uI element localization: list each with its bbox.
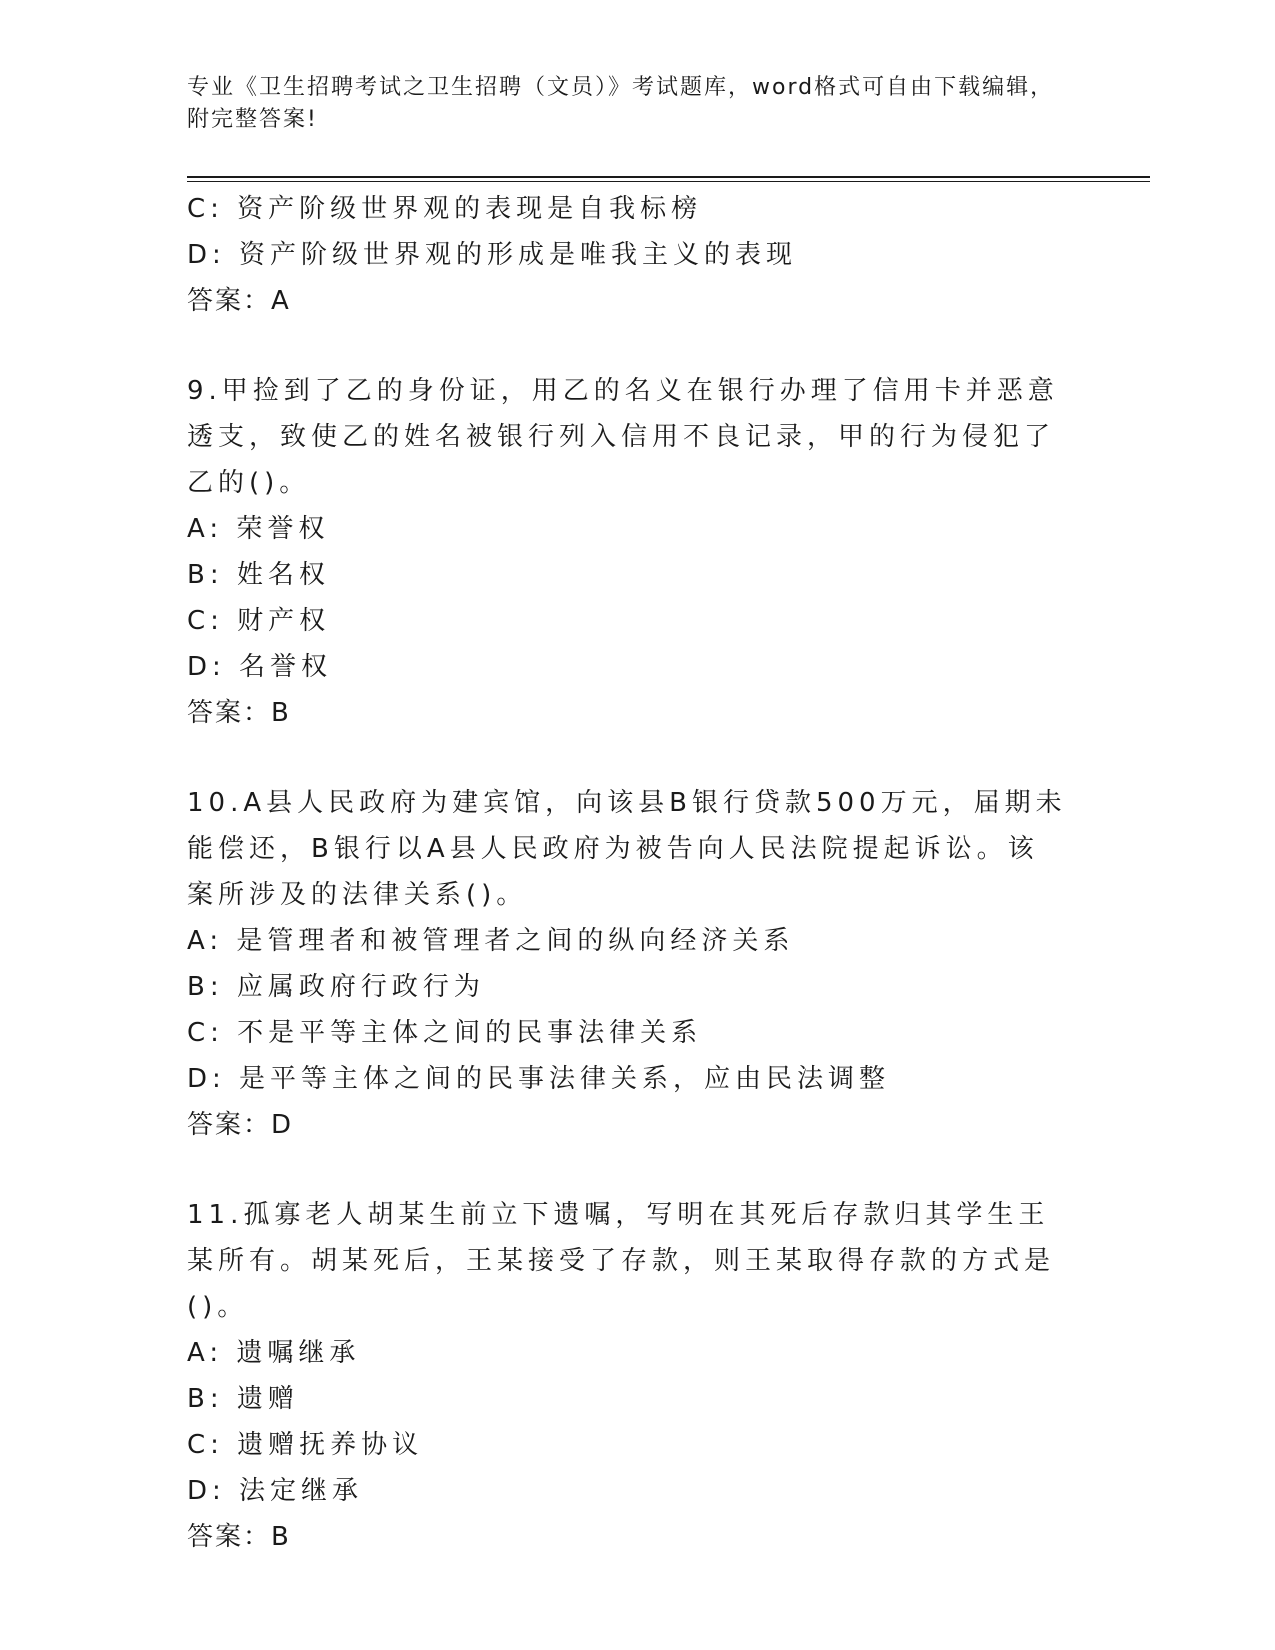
- question-block-11: [187, 1192, 1087, 1560]
- option-a: A: 荣誉权: [187, 514, 330, 544]
- option-a: A: 是管理者和被管理者之间的纵向经济关系: [187, 926, 795, 956]
- option-b: B: 应属政府行政行为: [187, 972, 485, 1002]
- question-block-10: [187, 780, 1087, 1148]
- document-body: [187, 186, 1087, 1560]
- question-text: 9.甲捡到了乙的身份证，用乙的名义在银行办理了信用卡并恶意透支，致使乙的姓名被银行列入信用不良记录，甲的行为侵犯了乙的()。: [187, 376, 1059, 498]
- option-c: C: 遗赠抚养协议: [187, 1430, 424, 1460]
- document-header: 专业《卫生招聘考试之卫生招聘（文员）》考试题库，word格式可自由下载编辑，附完整答案!: [187, 75, 1055, 132]
- option-d: D: 法定继承: [187, 1476, 364, 1506]
- question-text: 11.孤寡老人胡某生前立下遗嘱，写明在其死后存款归其学生王某所有。胡某死后，王某接受了存款，则王某取得存款的方式是()。: [187, 1200, 1056, 1322]
- option-a: A: 遗嘱继承: [187, 1338, 361, 1368]
- question-text: 10.A县人民政府为建宾馆，向该县B银行贷款500万元，届期未能偿还，B银行以A县人民政府为被告向人民法院提起诉讼。该案所涉及的法律关系()。: [187, 788, 1067, 910]
- answer-line: 答案：B: [187, 698, 291, 728]
- option-d: D: 是平等主体之间的民事法律关系，应由民法调整: [187, 1064, 891, 1094]
- answer-line: 答案：D: [187, 1110, 294, 1140]
- option-b: B: 姓名权: [187, 560, 330, 590]
- option-b: B: 遗赠: [187, 1384, 299, 1414]
- question-block-8: [187, 186, 1087, 324]
- option-c: C: 财产权: [187, 606, 331, 636]
- option-c: C: 不是平等主体之间的民事法律关系: [187, 1018, 703, 1048]
- option-c: C: 资产阶级世界观的表现是自我标榜: [187, 194, 703, 224]
- header-divider: [187, 176, 1150, 178]
- header-divider-thin: [187, 181, 1150, 182]
- option-d: D: 名誉权: [187, 652, 333, 682]
- answer-line: 答案：B: [187, 1522, 291, 1552]
- question-block-9: [187, 368, 1087, 736]
- answer-line: 答案：A: [187, 286, 291, 316]
- option-d: D: 资产阶级世界观的形成是唯我主义的表现: [187, 240, 798, 270]
